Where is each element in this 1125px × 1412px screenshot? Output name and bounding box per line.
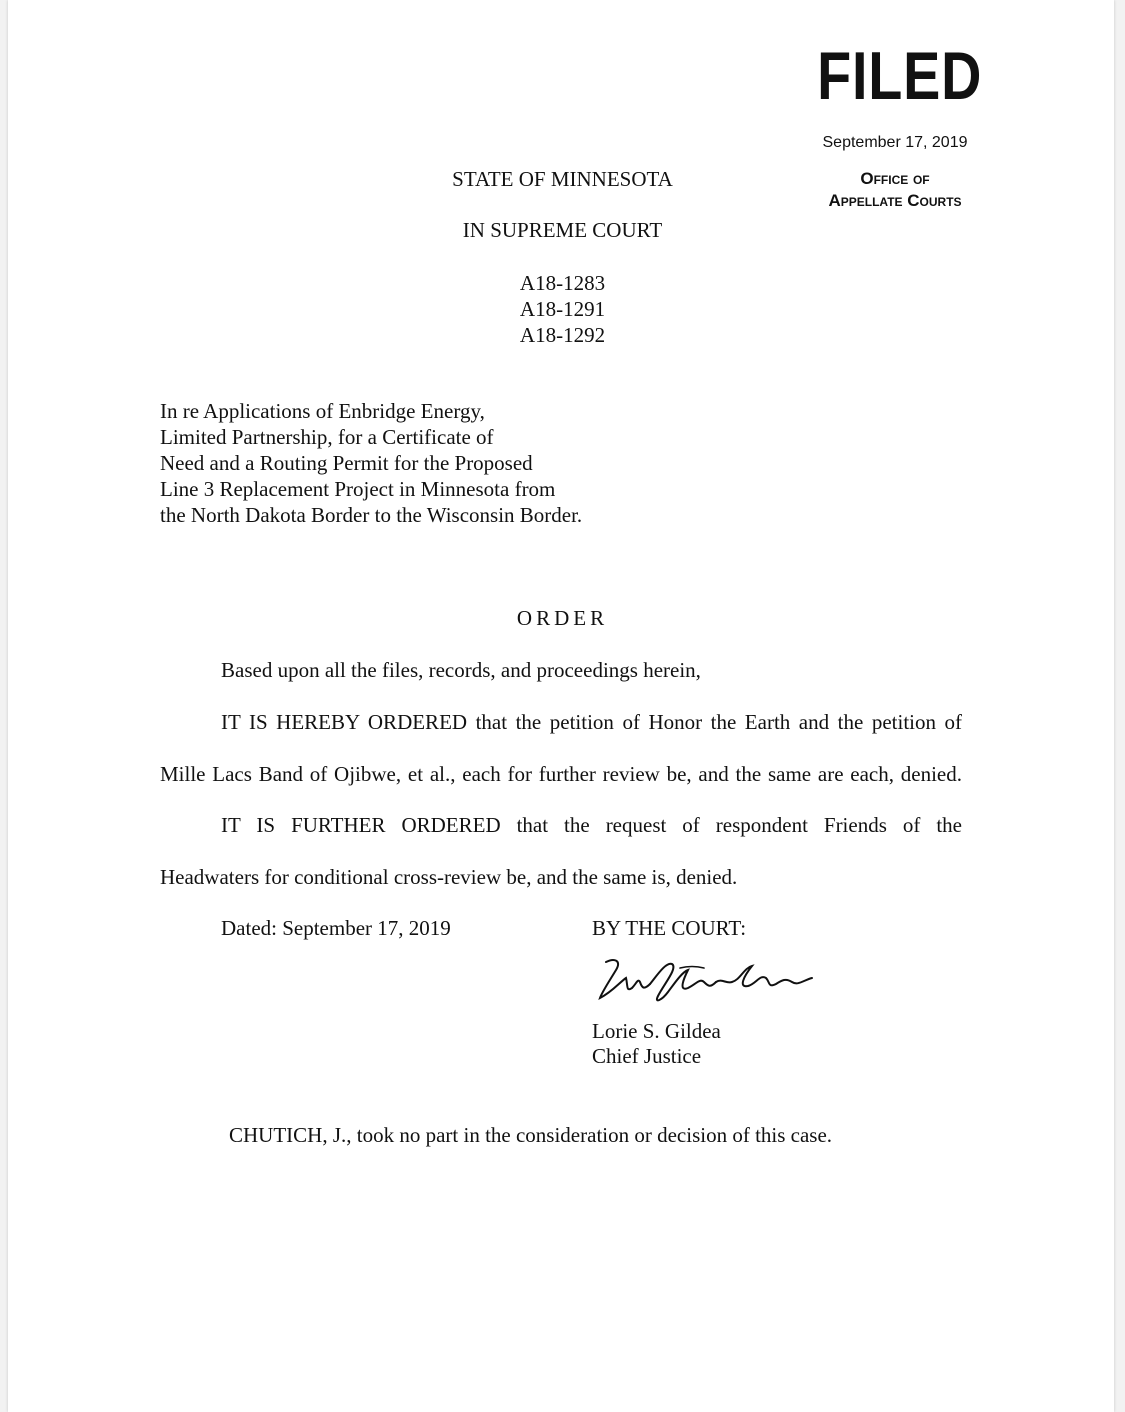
caption-line-5: the North Dakota Border to the Wisconsin Border.	[160, 503, 583, 527]
by-the-court: BY THE COURT:	[592, 916, 747, 940]
order-paragraph-1-line-1: IT IS HEREBY ORDERED that the petition of Honor the Earth and the petition of	[221, 710, 962, 734]
filed-stamp-title: FILED	[817, 38, 983, 114]
case-number-1: A18-1283	[519, 271, 606, 295]
recusal-note: CHUTICH, J., took no part in the consideration or decision of this case.	[229, 1123, 833, 1147]
order-heading: ORDER	[516, 606, 609, 630]
dated-line: Dated: September 17, 2019	[221, 916, 451, 940]
order-paragraph-2-line-2: Headwaters for conditional cross-review be, and the same is, denied.	[160, 865, 738, 889]
caption-line-4: Line 3 Replacement Project in Minnesota from	[160, 477, 556, 501]
filed-stamp-date: September 17, 2019	[822, 134, 968, 151]
case-number-3: A18-1292	[519, 323, 606, 347]
caption-line-2: Limited Partnership, for a Certificate of	[160, 425, 494, 449]
case-number-2: A18-1291	[519, 297, 606, 321]
caption-line-1: In re Applications of Enbridge Energy,	[160, 399, 485, 423]
order-paragraph-1-line-2: Mille Lacs Band of Ojibwe, et al., each for further review be, and the same are each, denied.	[160, 762, 962, 786]
court-heading: IN SUPREME COURT	[462, 218, 663, 242]
signature-image	[592, 948, 824, 1010]
signer-name: Lorie S. Gildea	[592, 1019, 721, 1043]
signer-title: Chief Justice	[592, 1044, 702, 1068]
order-paragraph-2-line-1: IT IS FURTHER ORDERED that the request of respondent Friends of the	[221, 813, 962, 837]
order-intro: Based upon all the files, records, and proceedings herein,	[221, 658, 701, 682]
caption-line-3: Need and a Routing Permit for the Proposed	[160, 451, 533, 475]
state-heading: STATE OF MINNESOTA	[452, 167, 673, 191]
filed-stamp-office-line1: Office of	[860, 169, 930, 188]
filed-stamp-office-line2: Appellate Courts	[828, 191, 962, 210]
